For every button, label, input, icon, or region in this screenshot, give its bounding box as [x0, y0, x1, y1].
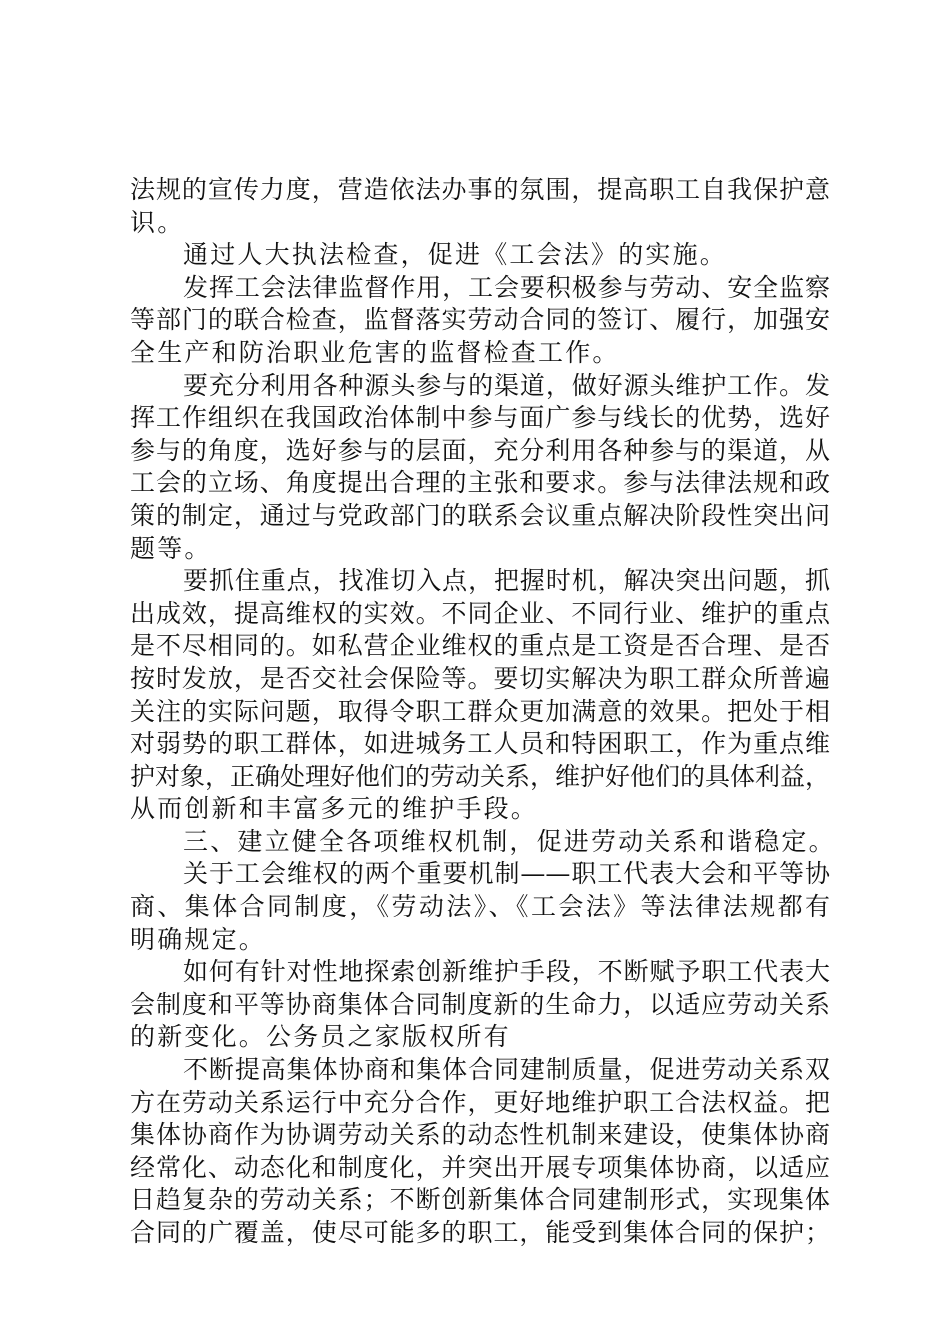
- text-line: 识。: [130, 207, 185, 237]
- text-line: 参与的角度，选好参与的层面，充分利用各种参与的渠道，从: [130, 435, 830, 465]
- text-line: 等部门的联合检查，监督落实劳动合同的签订、履行，加强安: [130, 305, 830, 335]
- text-line: 明确规定。: [130, 924, 267, 954]
- text-line: 三、建立健全各项维权机制，促进劳动关系和谐稳定。: [183, 826, 836, 856]
- text-line: 关注的实际问题，取得令职工群众更加满意的效果。把处于相: [130, 696, 830, 726]
- text-line: 合同的广覆盖，使尽可能多的职工，能受到集体合同的保护；: [130, 1218, 830, 1247]
- text-line: 对弱势的职工群体，如进城务工人员和特困职工，作为重点维: [130, 729, 830, 759]
- text-line: 出成效，提高维权的实效。不同企业、不同行业、维护的重点: [130, 598, 830, 628]
- text-line: 方在劳动关系运行中充分合作，更好地维护职工合法权益。把: [130, 1087, 830, 1117]
- document-body: [130, 174, 836, 1250]
- text-line: 是不尽相同的。如私营企业维权的重点是工资是否合理、是否: [130, 631, 830, 661]
- text-line: 法规的宣传力度，营造依法办事的氛围，提高职工自我保护意: [130, 175, 830, 204]
- text-line: 经常化、动态化和制度化，并突出开展专项集体协商，以适应: [130, 1152, 830, 1182]
- text-line: 如何有针对性地探索创新维护手段，不断赋予职工代表大: [183, 957, 830, 987]
- text-line: 从而创新和丰富多元的维护手段。: [130, 794, 539, 824]
- text-line: 全生产和防治职业危害的监督检查工作。: [130, 337, 620, 367]
- text-line: 的新变化。公务员之家版权所有: [130, 1022, 511, 1052]
- text-line: 不断提高集体协商和集体合同建制质量，促进劳动关系双: [183, 1055, 830, 1085]
- text-line: 策的制定，通过与党政部门的联系会议重点解决阶段性突出问: [130, 500, 830, 530]
- text-line: 护对象，正确处理好他们的劳动关系，维护好他们的具体利益，: [130, 761, 831, 791]
- text-line: 关于工会维权的两个重要机制——职工代表大会和平等协: [183, 859, 830, 889]
- text-line: 日趋复杂的劳动关系；不断创新集体合同建制形式，实现集体: [130, 1185, 830, 1215]
- text-line: 发挥工会法律监督作用，工会要积极参与劳动、安全监察: [183, 272, 830, 302]
- text-line: 会制度和平等协商集体合同制度新的生命力，以适应劳动关系: [130, 989, 830, 1019]
- text-line: 挥工作组织在我国政治体制中参与面广参与线长的优势，选好: [130, 403, 830, 433]
- text-line: 集体协商作为协调劳动关系的动态性机制来建设，使集体协商: [130, 1120, 830, 1150]
- text-line: 要充分利用各种源头参与的渠道，做好源头维护工作。发: [183, 370, 830, 400]
- text-line: 题等。: [130, 533, 212, 563]
- text-line: 按时发放，是否交社会保险等。要切实解决为职工群众所普遍: [130, 663, 830, 693]
- text-line: 商、集体合同制度，《劳动法》、《工会法》等法律法规都有: [130, 892, 830, 922]
- text-line: 要抓住重点，找准切入点，把握时机，解决突出问题，抓: [183, 566, 830, 596]
- text-line: 工会的立场、角度提出合理的主张和要求。参与法律法规和政: [130, 468, 830, 498]
- text-line: 通过人大执法检查，促进《工会法》的实施。: [183, 240, 728, 270]
